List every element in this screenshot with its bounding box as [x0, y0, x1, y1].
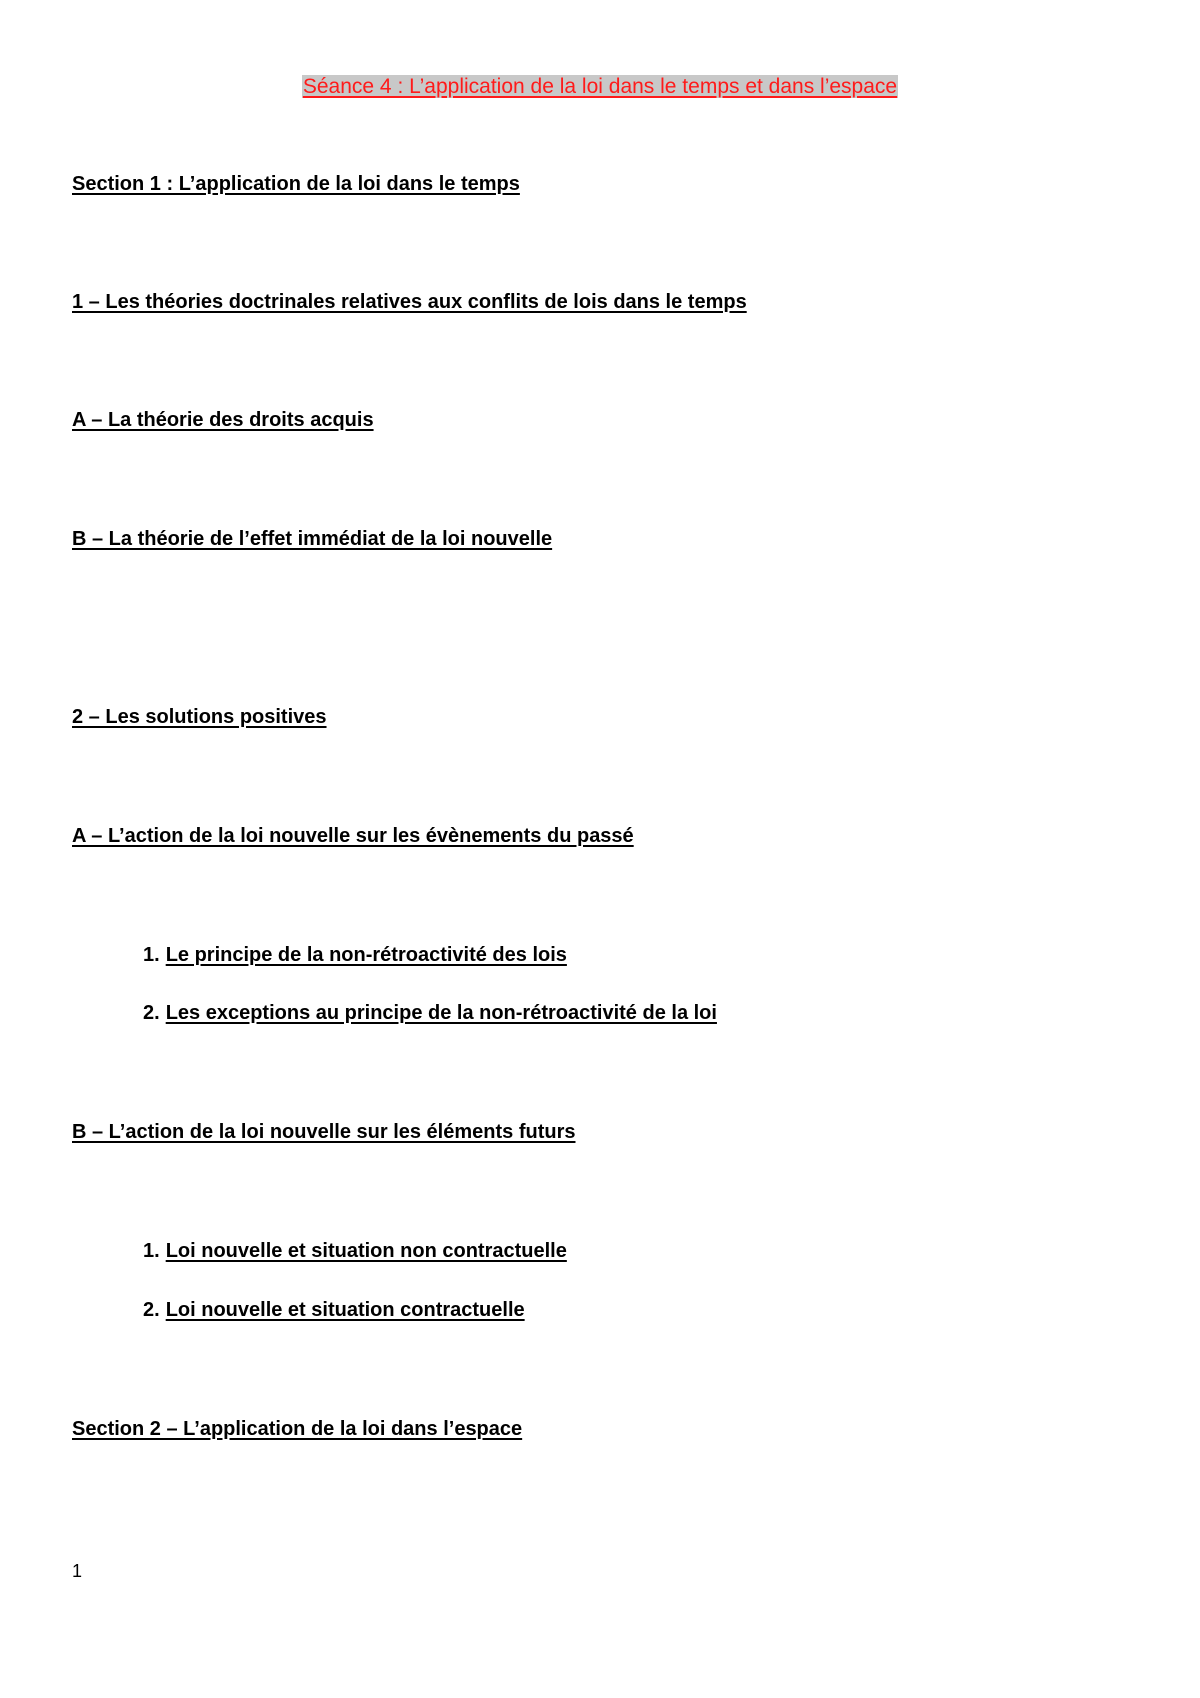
item-number: 2. [143, 1002, 160, 1024]
item-text: Le principe de la non-rétroactivité des lois [165, 944, 567, 966]
section-2-heading: Section 2 – L’application de la loi dans l’espace [72, 1418, 523, 1440]
part-1-a-heading: A – La théorie des droits acquis [72, 409, 374, 431]
item-number: 1. [143, 1240, 160, 1262]
numbered-item [143, 943, 567, 967]
part-1-b-heading: B – La théorie de l’effet immédiat de la loi nouvelle [72, 528, 553, 550]
item-text: Les exceptions au principe de la non-rétroactivité de la loi [165, 1002, 717, 1024]
part-1-heading: 1 – Les théories doctrinales relatives aux conflits de lois dans le temps [72, 291, 747, 313]
numbered-item [143, 1239, 567, 1263]
part-2-a-heading: A – L’action de la loi nouvelle sur les évènements du passé [72, 825, 634, 847]
page-number: 1 [72, 1561, 83, 1581]
part-2-b-heading: B – L’action de la loi nouvelle sur les éléments futurs [72, 1121, 576, 1143]
item-number: 2. [143, 1299, 160, 1321]
document-title: Séance 4 : L’application de la loi dans le temps et dans l’espace [302, 75, 898, 98]
part-2-heading: 2 – Les solutions positives [72, 706, 327, 728]
section-1-heading: Section 1 : L’application de la loi dans le temps [72, 173, 520, 195]
document-title-wrapper [0, 74, 1200, 100]
numbered-item [143, 1298, 525, 1322]
item-text: Loi nouvelle et situation contractuelle [165, 1299, 525, 1321]
item-number: 1. [143, 944, 160, 966]
numbered-item [143, 1001, 717, 1025]
item-text: Loi nouvelle et situation non contractuelle [165, 1240, 567, 1262]
